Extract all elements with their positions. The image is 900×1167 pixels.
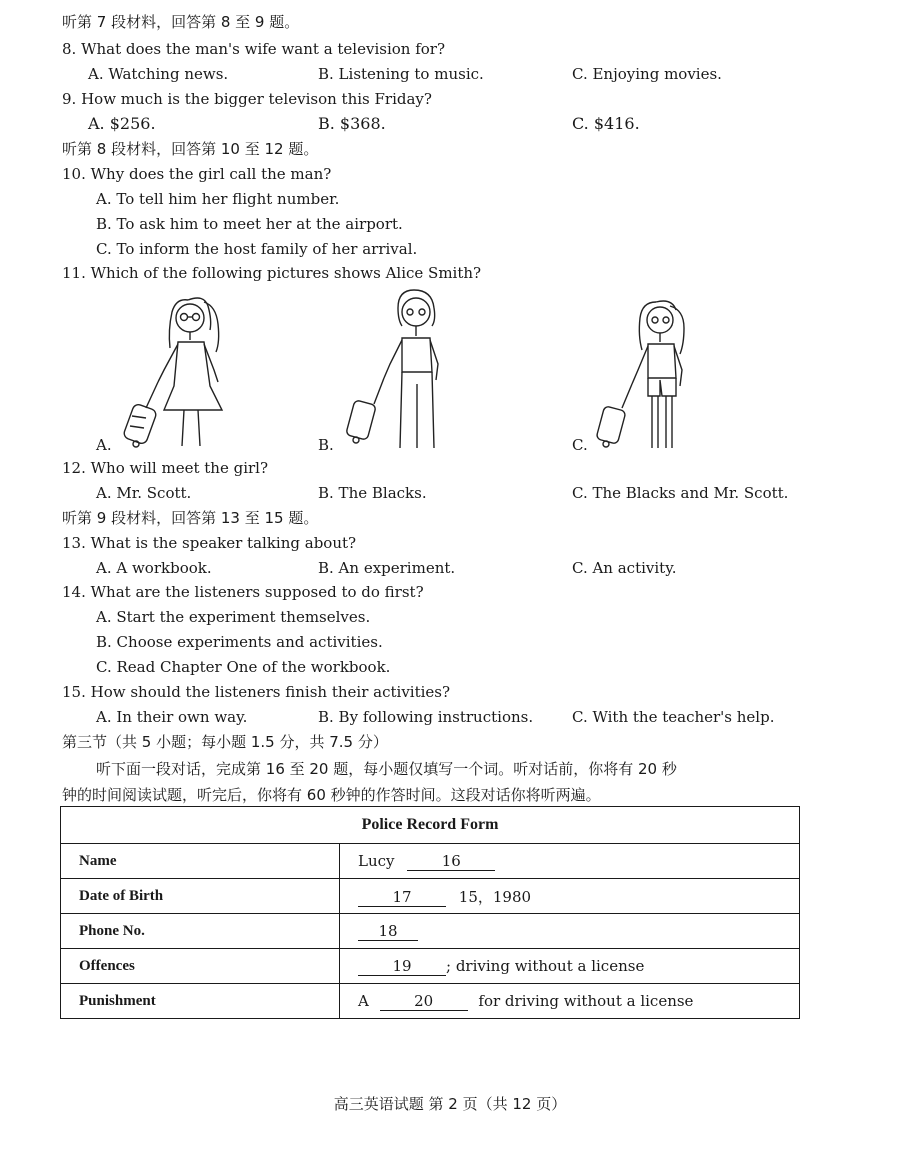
question-10-option-c: C. To inform the host family of her arrival. <box>96 240 418 258</box>
question-14-stem: 14. What are the listeners supposed to do first? <box>62 583 424 601</box>
question-10-stem: 10. Why does the girl call the man? <box>62 165 332 183</box>
question-15-option-c: C. With the teacher's help. <box>572 708 775 726</box>
question-10-option-b: B. To ask him to meet her at the airport. <box>96 215 403 233</box>
table-row <box>61 949 800 984</box>
form-label: Offences <box>61 949 340 984</box>
form-title: Police Record Form <box>61 807 800 844</box>
form-value-suffix: ; driving without a license <box>446 956 645 975</box>
answer-blank-20[interactable]: 20 <box>380 992 468 1011</box>
answer-blank-18[interactable]: 18 <box>358 922 418 941</box>
form-value <box>340 844 800 879</box>
answer-blank-16[interactable]: 16 <box>407 852 495 871</box>
question-8-option-b: B. Listening to music. <box>318 65 484 83</box>
police-record-form <box>60 806 800 1019</box>
question-12-option-b: B. The Blacks. <box>318 484 427 502</box>
question-9-option-b: B. $368. <box>318 114 386 133</box>
form-label: Date of Birth <box>61 879 340 914</box>
question-13-option-a: A. A workbook. <box>96 559 212 577</box>
question-15-stem: 15. How should the listeners finish their activities? <box>62 683 451 701</box>
girl-in-shorts-picture <box>594 296 704 452</box>
girl-in-trousers-picture <box>340 284 470 452</box>
answer-blank-19[interactable]: 19 <box>358 957 446 976</box>
question-14-option-a: A. Start the experiment themselves. <box>96 608 371 626</box>
answer-blank-17[interactable]: 17 <box>358 888 446 907</box>
form-value-prefix: Lucy <box>358 851 395 870</box>
section-heading: 听第 9 段材料，回答第 13 至 15 题。 <box>62 509 319 527</box>
table-row <box>61 879 800 914</box>
form-value <box>340 984 800 1019</box>
question-12-option-a: A. Mr. Scott. <box>96 484 192 502</box>
question-13-option-c: C. An activity. <box>572 559 677 577</box>
form-value-suffix: for driving without a license <box>478 991 694 1010</box>
table-row <box>61 844 800 879</box>
question-11-stem: 11. Which of the following pictures shows Alice Smith? <box>62 264 482 282</box>
section-heading: 听第 8 段材料，回答第 10 至 12 题。 <box>62 140 319 158</box>
form-label: Phone No. <box>61 914 340 949</box>
girl-in-dress-picture <box>118 290 248 452</box>
question-9-option-c: C. $416. <box>572 114 640 133</box>
question-15-option-a: A. In their own way. <box>96 708 248 726</box>
question-13-stem: 13. What is the speaker talking about? <box>62 534 357 552</box>
question-12-stem: 12. Who will meet the girl? <box>62 459 269 477</box>
part-instruction: 听下面一段对话，完成第 16 至 20 题，每小题仅填写一个词。听对话前，你将有 20 秒 <box>96 760 677 778</box>
question-15-option-b: B. By following instructions. <box>318 708 534 726</box>
part-heading: 第三节（共 5 小题；每小题 1.5 分，共 7.5 分） <box>62 733 388 751</box>
form-value <box>340 879 800 914</box>
question-8-stem: 8. What does the man's wife want a television for? <box>62 40 446 58</box>
form-label: Name <box>61 844 340 879</box>
table-row <box>61 914 800 949</box>
form-value-suffix: 15，1980 <box>458 887 532 906</box>
question-11-option-b: B. <box>318 436 334 454</box>
question-14-option-b: B. Choose experiments and activities. <box>96 633 383 651</box>
part-instruction: 钟的时间阅读试题，听完后，你将有 60 秒钟的作答时间。这段对话你将听两遍。 <box>62 786 601 804</box>
question-10-option-a: A. To tell him her flight number. <box>96 190 340 208</box>
question-12-option-c: C. The Blacks and Mr. Scott. <box>572 484 789 502</box>
question-11-option-c: C. <box>572 436 588 454</box>
question-13-option-b: B. An experiment. <box>318 559 456 577</box>
form-value <box>340 914 800 949</box>
question-8-option-a: A. Watching news. <box>88 65 229 83</box>
question-9-option-a: A. $256. <box>88 114 156 133</box>
form-value-prefix: A <box>358 991 369 1010</box>
form-label: Punishment <box>61 984 340 1019</box>
question-11-option-a: A. <box>96 436 112 454</box>
question-14-option-c: C. Read Chapter One of the workbook. <box>96 658 391 676</box>
form-value <box>340 949 800 984</box>
section-heading: 听第 7 段材料，回答第 8 至 9 题。 <box>62 13 300 31</box>
page-footer: 高三英语试题 第 2 页（共 12 页） <box>333 1095 567 1113</box>
question-9-stem: 9. How much is the bigger televison this Friday? <box>62 90 432 108</box>
table-row <box>61 984 800 1019</box>
question-8-option-c: C. Enjoying movies. <box>572 65 722 83</box>
